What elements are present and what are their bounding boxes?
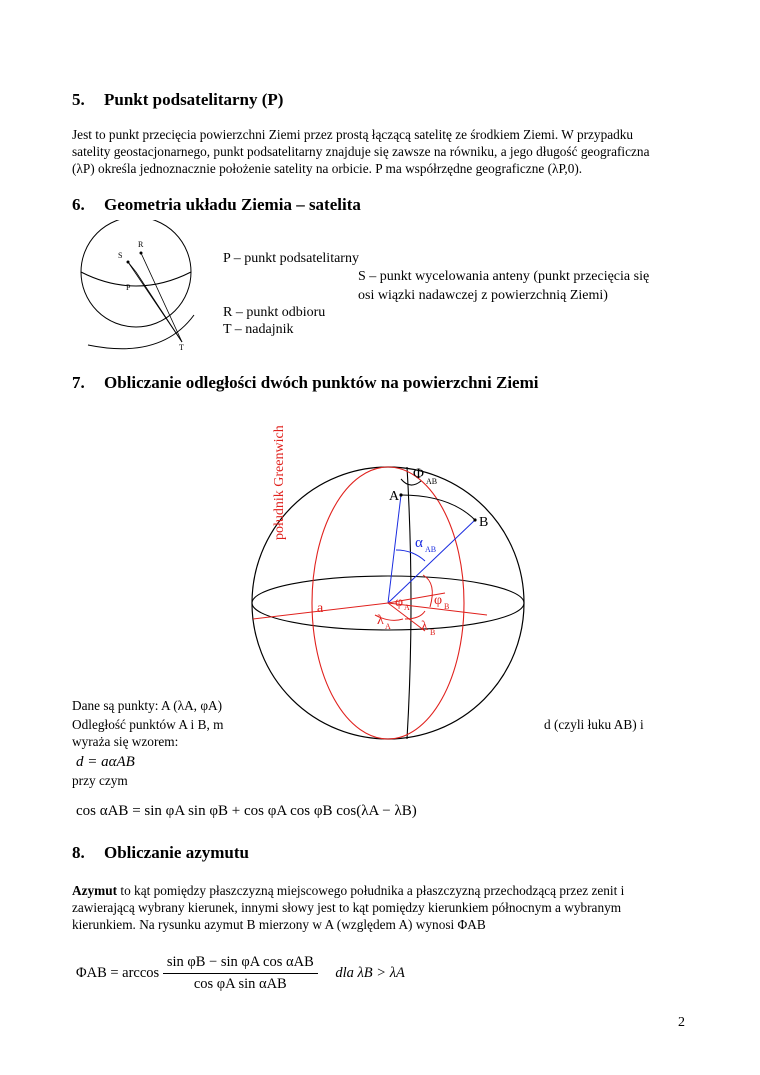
section-5-line-2: satelity geostacjonarnego, punkt podsatelitarny znajduje się zawsze na równiku, a jego długość geograficzna — [72, 144, 650, 159]
section-8-title: Obliczanie azymutu — [104, 843, 249, 862]
label-a-radius: a — [317, 601, 324, 616]
phi-ab-subscript: AB — [426, 477, 438, 486]
label-b: B — [479, 515, 489, 530]
formula-azimuth-numerator: sin φB − sin φA cos αAB — [163, 954, 318, 974]
label-s: S — [118, 251, 123, 260]
legend-s-line-2: osi wiązki nadawczej z powierzchnią Ziemi) — [358, 288, 608, 303]
section-5-title: Punkt podsatelitarny (P) — [104, 90, 284, 109]
lambda-a-symbol: λ — [377, 613, 384, 628]
section-5-number: 5. — [72, 90, 85, 109]
expressed-text: wyraża się wzorem: — [72, 734, 179, 749]
formula-azimuth-denominator: cos φA sin αAB — [193, 976, 287, 992]
sphere-figure — [225, 405, 545, 740]
section-8-line-1-text: to kąt pomiędzy płaszczyzną miejscowego południka a płaszczyzną przechodzącą przez zenit i — [117, 883, 625, 898]
radius-a — [388, 495, 401, 603]
lambda-b-subscript: B — [430, 628, 436, 637]
distance-text-right: d (czyli łuku AB) i — [544, 717, 644, 732]
section-5-line-1: Jest to punkt przecięcia powierzchni Ziemi przez prostą łączącą satelitę ze środkiem Ziemi. W przypadku — [72, 127, 634, 142]
phi-b-subscript: B — [444, 602, 450, 611]
section-8-heading — [72, 843, 249, 863]
label-a: A — [389, 489, 400, 504]
section-7-number: 7. — [72, 373, 85, 392]
azymut-bold: Azymut — [72, 883, 118, 898]
section-6-title: Geometria układu Ziemia – satelita — [104, 195, 361, 214]
greenwich-label: południk Greenwich — [272, 425, 287, 540]
section-5-heading — [72, 90, 283, 110]
formula-azimuth-lhs: ΦAB = arccos — [76, 964, 160, 981]
phi-b-arc — [423, 575, 432, 607]
point-a — [399, 493, 402, 496]
where-text: przy czym — [72, 773, 128, 788]
phi-ab-symbol: Φ — [413, 466, 424, 482]
formula-cos: cos αAB = sin φA sin φB + cos φA cos φB cos(λA − λB) — [76, 803, 417, 819]
section-6-number: 6. — [72, 195, 85, 214]
page-number: 2 — [678, 1015, 685, 1030]
section-8-line-1 — [72, 882, 624, 899]
label-p: P — [126, 283, 131, 292]
lambda-b-symbol: λ — [421, 619, 428, 634]
legend-p: P – punkt podsatelitarny — [223, 251, 359, 266]
phi-b-symbol: φ — [434, 593, 443, 608]
alpha-symbol: α — [415, 535, 423, 551]
given-points: Dane są punkty: A (λA, φA) — [72, 698, 223, 713]
point-s — [127, 261, 130, 264]
beam-line-center — [136, 272, 182, 342]
label-t: T — [179, 343, 184, 352]
connector — [128, 262, 136, 272]
formula-d: d = aαAB — [76, 754, 135, 770]
radius-b — [388, 520, 475, 603]
point-r — [140, 252, 143, 255]
label-r: R — [138, 240, 144, 249]
section-7-title: Obliczanie odległości dwóch punktów na powierzchni Ziemi — [104, 373, 539, 392]
alpha-subscript: AB — [425, 545, 437, 554]
section-8-line-2: zawierającą wybrany kierunek, innymi słowy jest to kąt pomiędzy kierunkiem północnym a wybranym — [72, 900, 622, 915]
legend-s-line-1: S – punkt wycelowania anteny (punkt przecięcia się — [358, 269, 650, 284]
phi-a-symbol: φ — [395, 595, 404, 610]
section-8-line-3: kierunkiem. Na rysunku azymut B mierzony w A (względem A) wynosi ΦAB — [72, 917, 486, 932]
point-b — [473, 518, 476, 521]
section-7-heading — [72, 373, 538, 393]
lambda-a-subscript: A — [385, 622, 391, 631]
distance-text-left: Odległość punktów A i B, m — [72, 717, 224, 732]
formula-azimuth-fraction — [163, 954, 318, 993]
beam-line-r — [141, 253, 182, 342]
section-5-line-3: (λP) określa jednoznacznie położenie satelity na orbicie. P ma współrzędne geograficzne (λP,0). — [72, 161, 583, 176]
earth-satellite-figure — [66, 220, 206, 360]
arc-ab — [401, 495, 475, 520]
legend-t: T – nadajnik — [223, 322, 294, 337]
legend-r: R – punkt odbioru — [223, 305, 326, 320]
formula-azimuth — [76, 954, 405, 993]
section-6-heading — [72, 195, 361, 215]
section-8-number: 8. — [72, 843, 85, 862]
formula-azimuth-condition: dla λB > λA — [335, 964, 405, 981]
phi-a-subscript: A — [404, 603, 410, 612]
